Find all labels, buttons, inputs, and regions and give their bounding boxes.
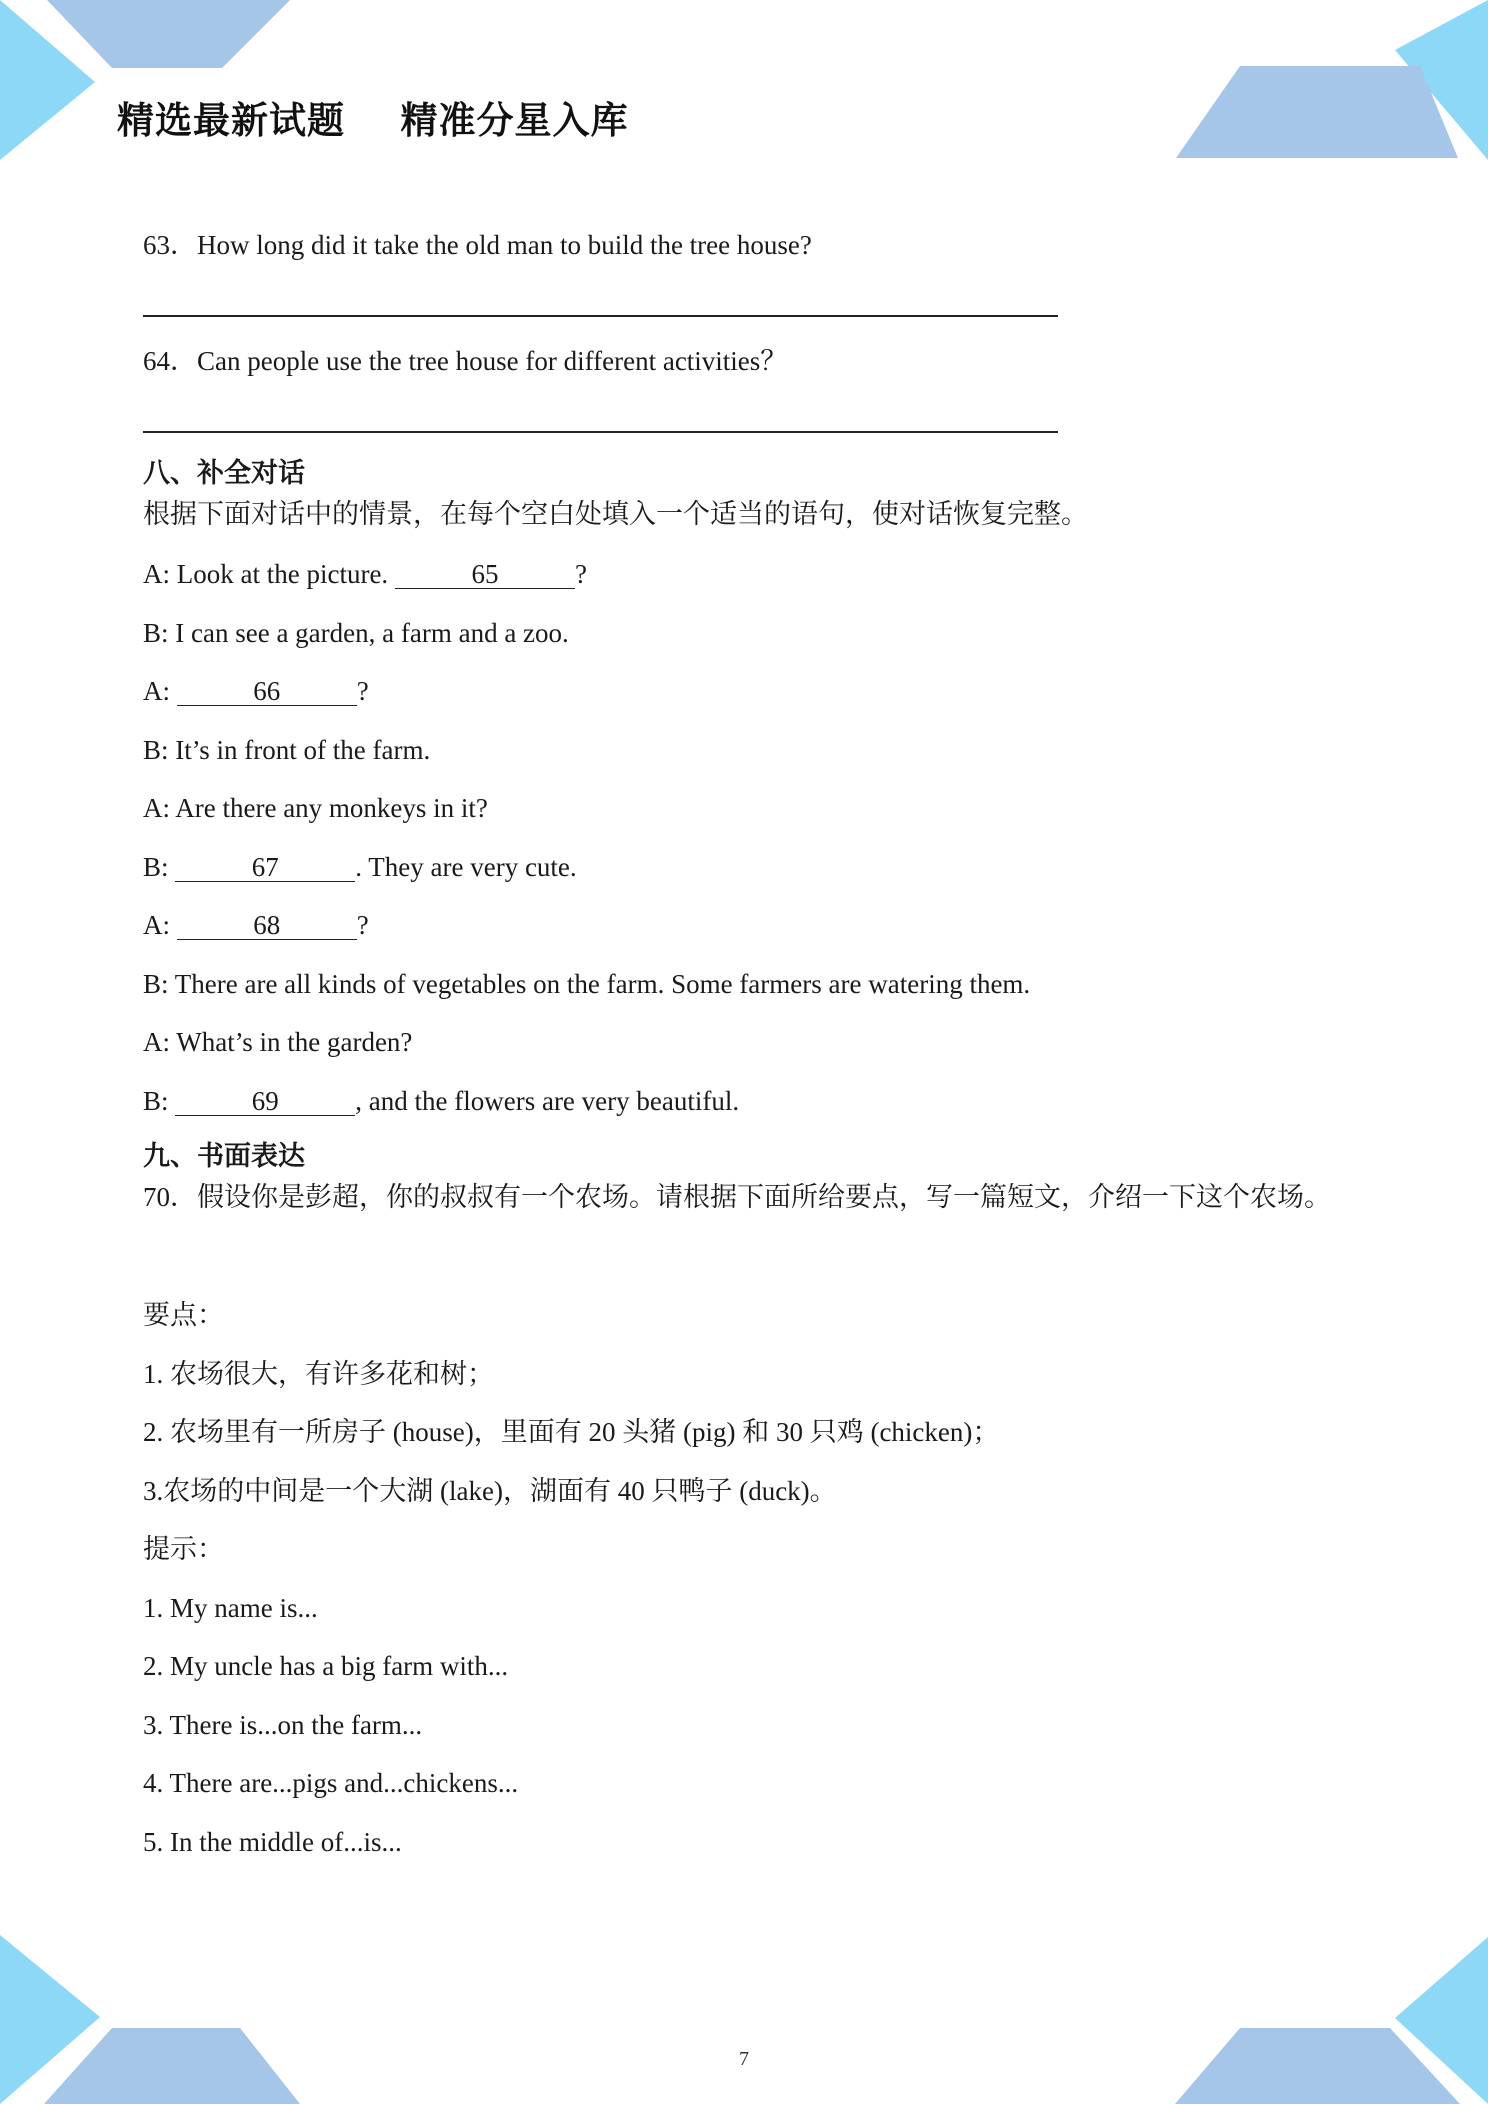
dialogue-prefix: B:: [143, 852, 176, 882]
dialogue-prefix: A:: [143, 910, 177, 940]
dialogue-line: A: What’s in the garden?: [143, 1027, 413, 1057]
question-63: 63．How long did it take the old man to build the tree house?: [143, 230, 812, 260]
dialogue-prefix: A: Look at the picture.: [143, 559, 395, 589]
deco-top-left-trapezoid: [47, 0, 290, 68]
page-number: 7: [739, 2048, 749, 2070]
hint-item: 5. In the middle of...is...: [143, 1827, 402, 1857]
dialogue-suffix: ?: [356, 676, 369, 706]
dialogue-line: B: There are all kinds of vegetables on the farm. Some farmers are watering them.: [143, 969, 1031, 999]
point-item: 1. 农场很大，有许多花和树；: [143, 1359, 494, 1389]
point-item: 3.农场的中间是一个大湖 (lake)，湖面有 40 只鸭子 (duck)。: [143, 1476, 837, 1506]
point-item: 2. 农场里有一所房子 (house)，里面有 20 头猪 (pig) 和 30 只鸡 (chicken)；: [143, 1417, 1000, 1447]
blank-68: 68: [177, 911, 357, 940]
dialogue-line: B: It’s in front of the farm.: [143, 735, 431, 765]
dialogue-line: A: Are there any monkeys in it?: [143, 793, 488, 823]
blank-69: 69: [175, 1087, 355, 1116]
blank-66: 66: [177, 677, 357, 706]
section-8-title: 八、补全对话: [143, 458, 305, 489]
blank-65: 65: [395, 560, 575, 589]
hint-item: 3. There is...on the farm...: [143, 1710, 423, 1740]
answer-line-63: [143, 315, 1058, 317]
deco-top-right-trapezoid: [1176, 66, 1458, 158]
header-title: 精选最新试题 精准分星入库: [117, 99, 629, 142]
writing-prompt: 70．假设你是彭超，你的叔叔有一个农场。请根据下面所给要点，写一篇短文，介绍一下这个农场。: [143, 1182, 1331, 1212]
dialogue-prefix: A:: [143, 676, 177, 706]
section-9-title: 九、书面表达: [143, 1141, 305, 1172]
hint-item: 4. There are...pigs and...chickens...: [143, 1768, 519, 1798]
hint-item: 1. My name is...: [143, 1593, 318, 1623]
hints-label: 提示：: [143, 1534, 224, 1564]
dialogue-suffix: ?: [574, 559, 587, 589]
section-8-instruction: 根据下面对话中的情景，在每个空白处填入一个适当的语句，使对话恢复完整。: [143, 499, 1088, 529]
dialogue-line: [143, 557, 587, 591]
dialogue-line: [143, 850, 577, 884]
dialogue-line: B: I can see a garden, a farm and a zoo.: [143, 618, 569, 648]
dialogue-prefix: B:: [143, 1086, 176, 1116]
dialogue-suffix: . They are very cute.: [355, 852, 577, 882]
dialogue-suffix: , and the flowers are very beautiful.: [355, 1086, 740, 1116]
dialogue-suffix: ?: [356, 910, 369, 940]
dialogue-line: [143, 1084, 739, 1118]
blank-67: 67: [175, 853, 355, 882]
dialogue-line: [143, 908, 369, 942]
points-label: 要点：: [143, 1300, 224, 1330]
hint-item: 2. My uncle has a big farm with...: [143, 1651, 509, 1681]
dialogue-line: [143, 674, 369, 708]
answer-line-64: [143, 431, 1058, 433]
question-64: 64．Can people use the tree house for different activities？: [143, 346, 788, 376]
